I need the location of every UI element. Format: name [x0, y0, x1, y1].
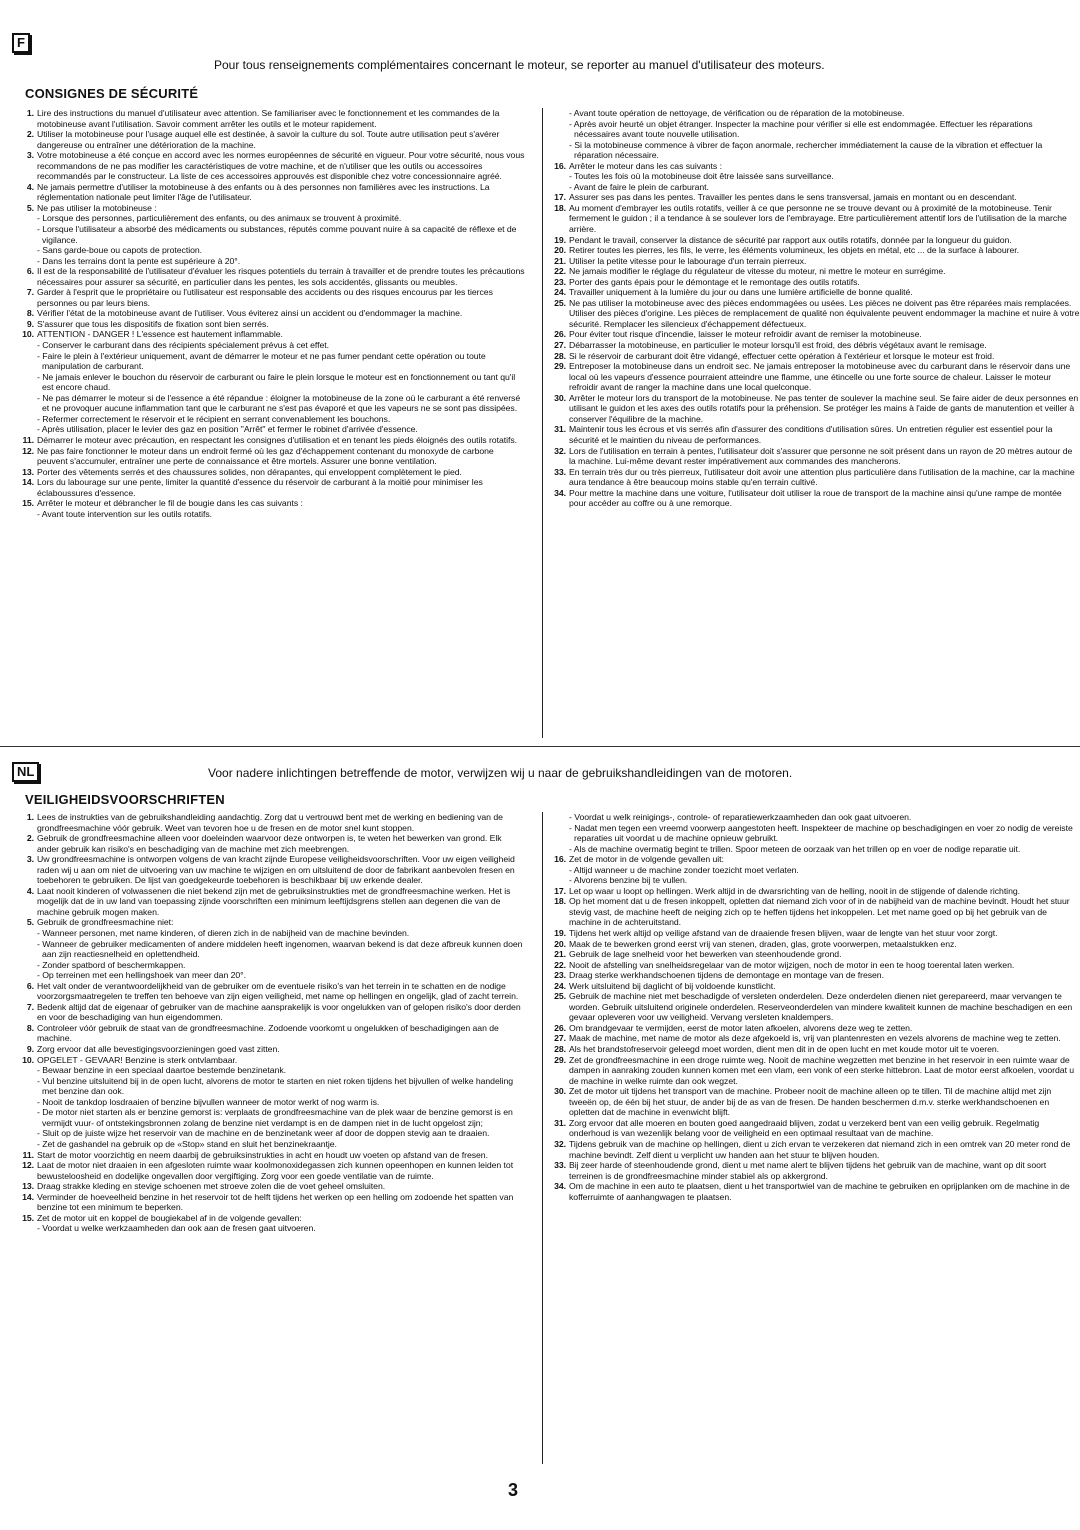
safety-item [20, 446, 525, 467]
safety-subitem: - Wanneer de gebruiker medicamenten of andere middelen heeft ingenomen, waarvan bekend is dat deze afbreuk kunnen doen aan zijn reactiesnelheid en oplettendheid. [37, 938, 523, 960]
item-number: 30. [554, 392, 566, 403]
safety-item [552, 488, 1080, 509]
safety-item [552, 424, 1080, 445]
safety-item [20, 108, 525, 129]
safety-subitem: - Toutes les fois où la motobineuse doit être laissée sans surveillance. [569, 171, 834, 182]
safety-item [20, 981, 525, 1002]
safety-item [552, 361, 1080, 393]
safety-item [20, 182, 525, 203]
safety-item [552, 1139, 1080, 1160]
item-number: 3. [26, 150, 34, 161]
item-number: 19. [554, 928, 566, 939]
item-text: Si le réservoir de carburant doit être vidangé, effectuer cette opération à l'extérieur et lorsque le moteur est froid. [569, 350, 995, 361]
safety-subitem: - Wanneer personen, met name kinderen, of dieren zich in de nabijheid van de machine bevinden. [37, 928, 410, 939]
safety-item [552, 1160, 1080, 1181]
safety-item [552, 896, 1080, 928]
item-text: Lees de instrukties van de gebruikshandleiding aandachtig. Zorg dat u vertrouwd bent met de werking en bediening van de grondfreesmachine vóór gebruik. Weet van tevoren hoe u de fresen en de motor snel kunt stoppen. [37, 812, 503, 833]
item-number: 4. [26, 885, 34, 896]
item-text: Zet de motor in de volgende gevallen uit: [569, 854, 724, 865]
safety-subitem: - Alvorens benzine bij te vullen. [569, 875, 688, 886]
item-number: 14. [22, 1191, 34, 1202]
safety-subitem: - Op terreinen met een hellingshoek van meer dan 20°. [37, 970, 246, 981]
safety-item [552, 161, 1080, 172]
safety-item [20, 1055, 525, 1066]
item-number: 12. [22, 1160, 34, 1171]
item-number: 2. [26, 129, 34, 140]
item-text: Het valt onder de verantwoordelijkheid van de gebruiker om de eventuele risiko's van het terrein in te schatten en de nodige voorzorgsmaatregelen te treffen ten behoeve van zijn eigen veiligheid, met name op hellingen en ongelijk, glad of zacht terrein. [37, 980, 519, 1002]
item-number: 12. [22, 445, 34, 456]
item-number: 31. [554, 424, 566, 435]
language-badge-nl: NL [12, 762, 39, 782]
safety-item [20, 319, 525, 330]
safety-subitem: - Vul benzine uitsluitend bij in de open lucht, alvorens de motor te starten en niet roken tijdens het bijvullen of welke handeling met benzine dan ook. [37, 1075, 514, 1097]
column-divider-fr [542, 108, 543, 738]
safety-item [552, 467, 1080, 488]
page-number: 3 [508, 1480, 519, 1500]
item-text: Controleer vóór gebruik de staat van de grondfreesmachine. Zodoende voorkomt u ongelukken of beschadigingen aan de machine. [37, 1022, 499, 1044]
item-text: Utiliser la petite vitesse pour le labourage d'un terrain pierreux. [569, 255, 807, 266]
safety-item [552, 277, 1080, 288]
safety-subitem: - Faire le plein à l'extérieur uniquement, avant de démarrer le moteur et ne pas fumer pendant cette opération ou toute manipulation de carburant. [37, 350, 486, 372]
item-text: Gebruik de lage snelheid voor het bewerken van steenhoudende grond. [569, 949, 842, 960]
item-text: Gebruik de grondfreesmachine niet: [37, 917, 174, 928]
item-text: Tijdens gebruik van de machine op hellingen, dient u zich ervan te verzekeren dat niemand zich in een omtrek van 20 meter rond de machine bevindt. Zelf dient u verplicht uw handen aan het stuur te blijven houden. [569, 1138, 1071, 1160]
item-text: Travailler uniquement à la lumière du jour ou dans une lumière artificielle de bonne qualité. [569, 287, 913, 298]
safety-item [552, 235, 1080, 246]
safety-item [20, 150, 525, 182]
item-text: Zet de motor uit en koppel de bougiekabel af in de volgende gevallen: [37, 1212, 302, 1223]
item-text: Pendant le travail, conserver la distance de sécurité par rapport aux outils rotatifs, donnée par la longueur du guidon. [569, 234, 1012, 245]
safety-item [20, 1160, 525, 1181]
safety-item [552, 298, 1080, 330]
item-text: Il est de la responsabilité de l'utilisateur d'évaluer les risques potentiels du terrain à travailler et de prendre toutes les précautions nécessaires pour assurer sa sécurité, en particulier dans les pentes, les sols accidentés, glissants ou meubles. [37, 266, 525, 287]
safety-item [20, 1192, 525, 1213]
item-number: 33. [554, 1160, 566, 1171]
safety-item [552, 340, 1080, 351]
item-number: 15. [22, 1212, 34, 1223]
safety-subitem: - Ne pas démarrer le moteur si de l'essence a été répandue : éloigner la motobineuse de la zone où le carburant a été renversé et ne provoquer aucune inflammation tant que le carburant ne s'est pas évaporé et que les vapeurs ne se sont pas dissipées. [37, 392, 521, 414]
safety-subitem: - Zonder spatbord of beschermkappen. [37, 959, 186, 970]
item-number: 32. [554, 1138, 566, 1149]
safety-item [20, 833, 525, 854]
item-number: 24. [554, 287, 566, 298]
safety-subitem: - Lorsque l'utilisateur a absorbé des médicaments ou substances, réputés comme pouvant nuire à sa capacité de réflexe et de vigilance. [37, 224, 517, 245]
safety-item [20, 266, 525, 287]
item-number: 15. [22, 498, 34, 509]
item-text: Lors de l'utilisation en terrain à pentes, l'utilisateur doit s'assurer que personne ne soit présent dans un rayon de 20 mètres autour de la machine. Lui-même devant rester impérativement aux commandes des mancherons. [569, 445, 1073, 467]
item-text: Ne pas faire fonctionner le moteur dans un endroit fermé où les gaz d'échappement contenant du monoxyde de carbone peuvent s'accumuler, entraîner une perte de connaissance et être mortels. Assurer une bonne ventilation. [37, 445, 494, 467]
safety-subitem: - Lorsque des personnes, particulièrement des enfants, ou des animaux se trouvent à proximité. [37, 213, 402, 224]
item-text: Votre motobineuse a été conçue en accord avec les normes européennes de sécurité en vigueur. Pour votre sécurité, nous vous recommandons de ne pas modifier les caractéristiques de votre machine, et de n'utiliser que les outils ou accessoires recommandés par le constructeur. La liste de ces accessoires approuvés est disponible chez votre concessionnaire agréé. [37, 150, 525, 182]
item-number: 27. [554, 340, 566, 351]
safety-item [20, 329, 525, 340]
item-number: 26. [554, 1022, 566, 1033]
item-number: 32. [554, 445, 566, 456]
item-text: Porter des vêtements serrés et des chaussures solides, non dérapantes, qui enveloppent complètement le pied. [37, 466, 462, 477]
safety-item [552, 1086, 1080, 1118]
safety-subitem: - Sans garde-boue ou capots de protection. [37, 245, 203, 256]
safety-item [552, 287, 1080, 298]
language-badge-fr: F [12, 33, 30, 53]
item-text: Zet de motor uit tijdens het transport van de machine. Probeer nooit de machine alleen op te tillen. Til de machine altijd met zijn tweeën op, de één bij het stuur, de ander bij de as van de fresen. De handen beschermen d.m.v. sterke werkhandschoenen en opletten dat de machine in evenwicht blijft. [569, 1086, 1052, 1118]
section-heading-nl: VEILIGHEIDSVOORSCHRIFTEN [25, 792, 225, 807]
item-text: Bedenk altijd dat de eigenaar of gebruiker van de machine aansprakelijk is voor ongelukken van of gelopen risiko's door derden en voor de beschadiging van hun eigendommen. [37, 1001, 521, 1023]
safety-subitem: - Après utilisation, placer le levier des gaz en position "Arrêt" et fermer le robinet d'arrivée d'essence. [37, 424, 418, 435]
item-number: 17. [554, 885, 566, 896]
safety-item [552, 1118, 1080, 1139]
safety-item [20, 812, 525, 833]
safety-item [20, 1150, 525, 1161]
item-number: 18. [554, 202, 566, 213]
item-text: Op het moment dat u de fresen inkoppelt, opletten dat niemand zich voor of in de nabijheid van de machine bevindt. Houdt het stuur stevig vast, de machine heeft de neiging zich op te heffen tijdens het inkoppelen. Let met name goed op bij het gebruik van de machine in de achteruitstand. [569, 896, 1070, 928]
safety-item [20, 203, 525, 214]
item-text: ATTENTION - DANGER ! L'essence est hautement inflammable. [37, 329, 283, 340]
item-number: 9. [26, 318, 34, 329]
safety-subitem: - Avant de faire le plein de carburant. [569, 181, 709, 192]
item-number: 20. [554, 245, 566, 256]
engine-manual-note-nl: Voor nadere inlichtingen betreffende de motor, verwijzen wij u naar de gebruikshandleidingen van de motoren. [208, 766, 793, 780]
item-number: 28. [554, 1044, 566, 1055]
item-number: 1. [26, 108, 34, 118]
safety-item [20, 308, 525, 319]
safety-item [552, 1033, 1080, 1044]
item-number: 14. [22, 477, 34, 488]
item-text: Ne jamais permettre d'utiliser la motobineuse à des enfants ou à des personnes non familières avec les instructions. La réglementation nationale peut limiter l'âge de l'utilisateur. [37, 181, 490, 203]
safety-item [20, 129, 525, 150]
item-number: 8. [26, 308, 34, 319]
safety-item [552, 970, 1080, 981]
item-number: 21. [554, 255, 566, 266]
safety-subitem: - Bewaar benzine in een speciaal daartoe bestemde benzinetank. [37, 1065, 287, 1076]
item-number: 19. [554, 234, 566, 245]
item-number: 33. [554, 466, 566, 477]
safety-subitem: - Dans les terrains dont la pente est supérieure à 20°. [37, 255, 241, 266]
item-number: 29. [554, 361, 566, 372]
item-text: Gebruik de grondfreesmachine alleen voor doeleinden waarvoor deze ontworpen is, te weten het bewerken van grond. Elk ander gebruik kan risiko's en beschadiging van de machine met zich meebrengen. [37, 833, 502, 854]
item-number: 6. [26, 980, 34, 991]
item-number: 7. [26, 1001, 34, 1012]
safety-subitem: - Après avoir heurté un objet étranger. Inspecter la machine pour vérifier si elle est endommagée. Effectuer les réparations nécessaires avant toute nouvelle utilisation. [569, 118, 1033, 140]
item-number: 22. [554, 266, 566, 277]
safety-column-nl-left [20, 812, 525, 1462]
item-text: Draag strakke kleding en stevige schoenen met stroeve zolen die de voet geheel omsluiten. [37, 1181, 386, 1192]
item-number: 11. [22, 434, 34, 445]
safety-column-fr-left [20, 108, 525, 736]
item-text: Lors du labourage sur une pente, limiter la quantité d'essence du réservoir de carburant à la moitié pour minimiser les éclaboussures d'essence. [37, 477, 483, 498]
safety-subitem: - De motor niet starten als er benzine gemorst is: verplaats de grondfreesmachine van de plek waar de benzine gemorst is en vermijdt vuur- of ontstekingsbronnen zolang de benzine niet verdampt is en de dampen niet in de lucht opgelost zijn; [37, 1107, 513, 1128]
safety-subitem: - Avant toute intervention sur les outils rotatifs. [37, 508, 212, 519]
safety-item [20, 1044, 525, 1055]
item-text: Tijdens het werk altijd op veilige afstand van de draaiende fresen blijven, waar de lengte van het stuur voor zorgt. [569, 928, 998, 939]
item-text: Om brandgevaar te vermijden, eerst de motor laten afkoelen, alvorens deze weg te zetten. [569, 1022, 913, 1033]
safety-item [552, 939, 1080, 950]
item-number: 25. [554, 297, 566, 308]
safety-item [552, 928, 1080, 939]
item-text: Utiliser la motobineuse pour l'usage auquel elle est destinée, à savoir la culture du sol. Toute autre utilisation peut s'avérer dangereuse ou entraîner une détérioration de la machine. [37, 129, 500, 150]
safety-subitem: - Nooit de tankdop losdraaien of benzine bijvullen wanneer de motor werkt of nog warm is. [37, 1096, 380, 1107]
item-number: 29. [554, 1054, 566, 1065]
item-text: Maak de te bewerken grond eerst vrij van stenen, draden, glas, grote voorwerpen, metaalstukken enz. [569, 938, 957, 949]
safety-item [20, 854, 525, 886]
item-number: 5. [26, 917, 34, 928]
safety-item [552, 960, 1080, 971]
safety-subitem: - Sluit op de juiste wijze het reservoir van de machine en de benzinetank weer af door de doppen stevig aan te draaien. [37, 1128, 490, 1139]
item-text: En terrain très dur ou très pierreux, l'utilisateur doit avoir une attention plus particulière dans l'utilisation de la machine, car la machine aura tendance à être beaucoup moins stable qu'en terrain cultivé. [569, 466, 1075, 488]
item-text: Nooit de afstelling van snelheidsregelaar van de motor wijzigen, noch de motor in een te hoog toerental laten werken. [569, 959, 1015, 970]
item-number: 10. [22, 1054, 34, 1065]
safety-item [20, 287, 525, 308]
item-number: 34. [554, 487, 566, 498]
item-number: 16. [554, 854, 566, 865]
item-text: Verminder de hoeveelheid benzine in het reservoir tot de helft tijdens het werken op een helling om zodoende het spatten van benzine tot een minimum te beperken. [37, 1191, 514, 1213]
item-text: Ne jamais modifier le réglage du régulateur de vitesse du moteur, ni mettre le moteur en surrégime. [569, 266, 946, 277]
item-text: Draag sterke werkhandschoenen tijdens de demontage en montage van de fresen. [569, 970, 884, 981]
item-text: Om de machine in een auto te plaatsen, dient u het transportwiel van de machine te gebruiken en oprijplanken om de machine in de kofferruimte of aanhangwagen te plaatsen. [569, 1181, 1070, 1202]
safety-item [552, 203, 1080, 235]
item-number: 30. [554, 1086, 566, 1097]
safety-column-fr-right [552, 108, 1080, 736]
item-text: Werk uitsluitend bij daglicht of bij voldoende kunstlicht. [569, 980, 776, 991]
safety-item [552, 1044, 1080, 1055]
safety-item [20, 498, 525, 509]
safety-subitem: - Zet de gashandel na gebruik op de «Stop» stand en sluit het benzinekraantje. [37, 1138, 337, 1149]
item-number: 17. [554, 192, 566, 203]
safety-item [552, 256, 1080, 267]
safety-subitem: - Als de machine overmatig begint te trillen. Spoor meteen de oorzaak van het trillen op en voer de nodige reparatie uit. [569, 843, 1021, 854]
item-text: Arrêter le moteur et débrancher le fil de bougie dans les cas suivants : [37, 498, 303, 509]
item-number: 10. [22, 329, 34, 340]
safety-subitem: - Altijd wanneer u de machine zonder toezicht moet verlaten. [569, 864, 799, 875]
item-text: Zorg ervoor dat alle moeren en bouten goed aangedraaid blijven, zodat u verzekerd bent van een veilig gebruik. Regelmatig onderhoud is van wezenlijk belang voor de veiligheid en een optimaal resultaat van de machine. [569, 1117, 1040, 1139]
safety-item [20, 1023, 525, 1044]
item-number: 20. [554, 938, 566, 949]
item-number: 23. [554, 276, 566, 287]
safety-item [552, 192, 1080, 203]
safety-item [20, 886, 525, 918]
item-text: Assurer ses pas dans les pentes. Travailler les pentes dans le sens transversal, jamais en montant ou en descendant. [569, 192, 1017, 203]
safety-item [552, 991, 1080, 1023]
item-text: Ne pas utiliser la motobineuse : [37, 202, 157, 213]
item-number: 24. [554, 980, 566, 991]
item-text: Zet de grondfreesmachine in een droge ruimte weg. Nooit de machine wegzetten met benzine in het reservoir in een ruimte waar de dampen in aanraking zouden kunnen komen met een vlam, een vonk of een sterke hittebron. Laat de motor eerst afkoelen, voordat u de machine in welke ruimte dan ook wegzet. [569, 1054, 1075, 1086]
item-number: 3. [26, 854, 34, 865]
item-text: Arrêter le moteur lors du transport de la motobineuse. Ne pas tenter de soulever la machine seul. Se faire aider de deux personnes en utilisant le guidon et les axes des outils rotatifs pour la préhension. Se protéger les mains à l'aide de gants de manutention et veiller à conserver l'équilibre de la machine. [569, 392, 1079, 424]
item-text: Zorg ervoor dat alle bevestigingsvoorzieningen goed vast zitten. [37, 1044, 280, 1055]
safety-item [552, 1055, 1080, 1087]
safety-subitem: - Nadat men tegen een vreemd voorwerp aangestoten heeft. Inspekteer de machine op beschadigingen en voer zo nodig de vereiste reparaties uit voordat u de machine opnieuw gebruikt. [569, 822, 1073, 844]
item-number: 23. [554, 970, 566, 981]
item-text: Laat de motor niet draaien in een afgesloten ruimte waar koolmonoxidegassen zich kunnen opeenhopen en kunnen leiden tot bewusteloosheid en dodelijke ongevallen door vergiftiging. Zorg voor een goede ventilatie van de ruimte. [37, 1160, 514, 1181]
safety-item [552, 1181, 1080, 1202]
safety-subitem: - Si la motobineuse commence à vibrer de façon anormale, rechercher immédiatement la cause de la vibration et effectuer la réparation nécessaire. [569, 139, 1043, 161]
safety-item [20, 1181, 525, 1192]
safety-item [552, 1023, 1080, 1034]
item-number: 34. [554, 1181, 566, 1192]
column-divider-nl [542, 812, 543, 1464]
item-text: Ne pas utiliser la motobineuse avec des pièces endommagées ou usées. Les pièces ne doivent pas être réparées mais remplacées. Utiliser des pièces d'origine. Les pièces de remplacement de qualité non équivalente peuvent endommager la machine et nuire à votre sécurité. Remplacer les silencieux d'échappement défectueux. [569, 297, 1080, 329]
item-number: 4. [26, 181, 34, 192]
item-number: 9. [26, 1044, 34, 1055]
item-number: 25. [554, 991, 566, 1002]
item-text: Maintenir tous les écrous et vis serrés afin d'assurer des conditions d'utilisation sûres. Un entretien régulier est essentiel pour la sécurité et le maintien du niveau de performances. [569, 424, 1053, 445]
item-text: Start de motor voorzichtig en neem daarbij de gebruiksinstrukties in acht en houdt uw voeten op afstand van de fresen. [37, 1149, 488, 1160]
safety-item [552, 351, 1080, 362]
safety-subitem: - Voordat u welk reinigings-, controle- of reparatiewerkzaamheden dan ook gaat uitvoeren. [569, 812, 912, 822]
safety-item [20, 917, 525, 928]
section-divider [0, 746, 1080, 747]
item-number: 1. [26, 812, 34, 822]
engine-manual-note-fr: Pour tous renseignements complémentaires concernant le moteur, se reporter au manuel d'utilisateur des moteurs. [214, 58, 825, 72]
safety-column-nl-right [552, 812, 1080, 1462]
item-number: 13. [22, 1181, 34, 1192]
safety-item [552, 329, 1080, 340]
safety-item [552, 854, 1080, 865]
item-text: Pour mettre la machine dans une voiture, l'utilisateur doit utiliser la roue de transport de la machine ainsi qu'une rampe de montée pour accéder au coffre ou à une remorque. [569, 487, 1062, 509]
safety-item [552, 393, 1080, 425]
item-text: Uw grondfreesmachine is ontworpen volgens de van kracht zijnde Europese veiligheidsvoorschriften. Voor uw eigen veiligheid raden wij u aan om niet de uitvoering van uw machine te wijzigen en om uitsluitend de door de fabrikant aanbevolen fresen en toebehoren te gebruiken. De lijst van goedgekeurde toebehoren is beschikbaar bij uw erkende dealer. [37, 854, 515, 886]
item-text: S'assurer que tous les dispositifs de fixation sont bien serrés. [37, 318, 269, 329]
safety-subitem: - Voordat u welke werkzaamheden dan ook aan de fresen gaat uitvoeren. [37, 1223, 316, 1234]
item-text: Garder à l'esprit que le propriétaire ou l'utilisateur est responsable des accidents ou des risques encourus par les tierces personnes ou par leurs biens. [37, 287, 493, 308]
safety-item [552, 949, 1080, 960]
safety-subitem: - Ne jamais enlever le bouchon du réservoir de carburant ou faire le plein lorsque le moteur est en fonctionnement ou tant qu'il est encore chaud. [37, 371, 516, 393]
safety-item [552, 245, 1080, 256]
item-number: 31. [554, 1117, 566, 1128]
safety-item [20, 435, 525, 446]
safety-item [552, 446, 1080, 467]
item-text: Porter des gants épais pour le démontage et le remontage des outils rotatifs. [569, 276, 860, 287]
safety-item [20, 1002, 525, 1023]
item-number: 22. [554, 959, 566, 970]
safety-subitem: - Conserver le carburant dans des récipients spécialement prévus à cet effet. [37, 340, 330, 351]
item-text: Bij zeer harde of steenhoudende grond, dient u met name alert te blijven tijdens het gebruik van de machine, want op dit soort terreinen is de grondfreesmachine minder stabiel als op akkergrond. [569, 1160, 1047, 1181]
item-number: 28. [554, 350, 566, 361]
item-text: Retirer toutes les pierres, les fils, le verre, les éléments volumineux, les objets en métal, etc ... de la surface à labourer. [569, 245, 1019, 256]
item-text: Vérifier l'état de la motobineuse avant de l'utiliser. Vous éviterez ainsi un accident ou d'endommager la machine. [37, 308, 463, 319]
safety-item [552, 981, 1080, 992]
section-heading-fr: CONSIGNES DE SÉCURITÉ [25, 86, 199, 101]
item-number: 11. [22, 1149, 34, 1160]
item-text: Laat nooit kinderen of volwassenen die niet bekend zijn met de gebruiksinstrukties met de grondfreesmachine werken. Het is mogelijk dat de in uw land van toepassing zijnde voorschriften een minimum leeftijdsgrens stellen aan degenen die van de machine gebruik mogen maken. [37, 885, 511, 917]
item-number: 13. [22, 466, 34, 477]
item-text: Gebruik de machine niet met beschadigde of versleten onderdelen. Deze onderdelen dienen niet gerepareerd, maar vervangen te worden. Gebruik uitsluitend originele onderdelen. Reserveonderdelen van mindere kwaliteit kunnen de machine beschadigen en een gevaar opleveren voor uw veiligheid. Vervang versleten knaldempers. [569, 991, 1073, 1023]
item-text: Let op waar u loopt op hellingen. Werk altijd in de dwarsrichting van de helling, nooit in de stijgende of dalende richting. [569, 885, 1020, 896]
safety-item [20, 467, 525, 478]
safety-item [552, 266, 1080, 277]
item-text: Débarrasser la motobineuse, en particulier le moteur lorsqu'il est froid, des débris végétaux avant le remisage. [569, 340, 987, 351]
item-number: 5. [26, 202, 34, 213]
item-text: OPGELET - GEVAAR! Benzine is sterk ontvlambaar. [37, 1054, 238, 1065]
item-number: 8. [26, 1022, 34, 1033]
item-number: 26. [554, 329, 566, 340]
item-number: 16. [554, 160, 566, 171]
item-text: Lire des instructions du manuel d'utilisateur avec attention. Se familiariser avec le fonctionnement et les commandes de la motobineuse avant l'utilisation. Savoir comment arrêter les outils et le moteur rapidement. [37, 108, 500, 129]
item-text: Démarrer le moteur avec précaution, en respectant les consignes d'utilisation et en tenant les pieds éloignés des outils rotatifs. [37, 434, 517, 445]
safety-item [20, 1213, 525, 1224]
item-number: 6. [26, 266, 34, 277]
safety-subitem: - Refermer correctement le réservoir et le récipient en serrant convenablement les bouchons. [37, 413, 391, 424]
item-text: Arrêter le moteur dans les cas suivants : [569, 160, 722, 171]
item-number: 27. [554, 1033, 566, 1044]
item-number: 18. [554, 896, 566, 907]
item-text: Au moment d'embrayer les outils rotatifs, veiller à ce que personne ne se trouve devant ou à proximité de la motobineuse. Tenir fermement le guidon ; il a tendance à se soulever lors de l'embrayage. Etre particulièrement attentif lors de l'utilisation de la marche arrière. [569, 202, 1067, 235]
safety-item [20, 477, 525, 498]
item-text: Pour éviter tout risque d'incendie, laisser le moteur refroidir avant de remiser la motobineuse. [569, 329, 922, 340]
item-number: 21. [554, 949, 566, 960]
item-text: Maak de machine, met name de motor als deze afgekoeld is, vrij van plantenresten en vezels alvorens de machine weg te zetten. [569, 1033, 1061, 1044]
item-number: 7. [26, 287, 34, 298]
item-number: 2. [26, 833, 34, 844]
item-text: Als het brandstofreservoir geleegd moet worden, dient men dit in de open lucht en met koude motor uit te voeren. [569, 1044, 999, 1055]
item-text: Entreposer la motobineuse dans un endroit sec. Ne jamais entreposer la motobineuse avec du carburant dans le réservoir dans une local où les vapeurs d'essence pourraient atteindre une flamme, une étincelle ou une forte source de chaleur. Laisser le moteur refroidir avant de ranger la machine dans une local quelconque. [569, 361, 1071, 393]
safety-subitem: - Avant toute opération de nettoyage, de vérification ou de réparation de la motobineuse. [569, 108, 905, 118]
safety-item [552, 886, 1080, 897]
